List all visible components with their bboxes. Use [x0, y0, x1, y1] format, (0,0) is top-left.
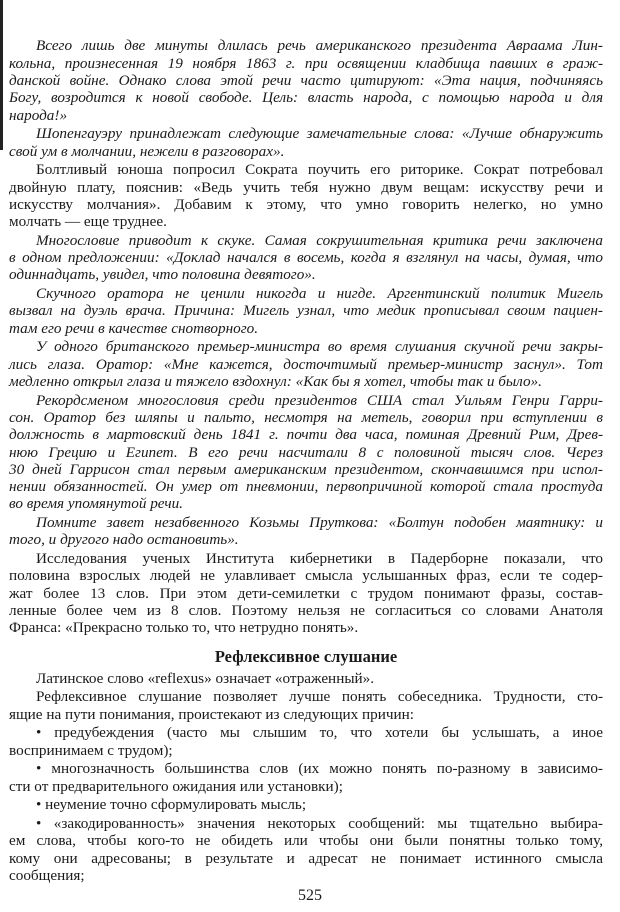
paragraph: [9, 724, 603, 759]
text-line: Рефлексивное слушание позволяет лучше понять собеседника. Трудности, сто-: [36, 688, 603, 706]
text-line: • многозначность большинства слов (их можно понять по-разному в зависимо-: [36, 760, 603, 778]
paragraph: [9, 232, 603, 284]
text-line: кольна, произнесенная 19 ноября 1863 г. при освящении кладбища павших в граж-: [9, 54, 603, 72]
paragraph: [9, 688, 603, 723]
paragraph: [9, 338, 603, 390]
text-line: Скучного оратора не ценили никогда и нигде. Аргентинский политик Мигель: [36, 285, 603, 303]
text-line: вызвал на дуэль врача. Причина: Мигель узнал, что медик прописывал своим пациен-: [9, 302, 603, 320]
paragraph: [9, 125, 603, 160]
text-line: молчать — еще труднее.: [9, 213, 167, 231]
paragraph: [9, 670, 603, 687]
text-line: ящие на пути понимания, проистекают из следующих причин:: [9, 705, 415, 723]
paragraph: [9, 514, 603, 549]
text-line: • предубеждения (часто мы слышим то, что хотели бы услышать, а иное: [36, 724, 603, 742]
text-line: • неумение точно сформулировать мысль;: [36, 796, 307, 814]
text-line: свой ум в молчании, нежели в разговорах».: [9, 142, 285, 160]
text-line: 30 дней Гаррисон стал первым американским президентом, скончавшимся при испол-: [9, 460, 603, 478]
text-line: Помните завет незабвенного Козьмы Пруткова: «Болтун подобен маятнику: и: [36, 514, 603, 532]
paragraph: [9, 796, 603, 813]
scan-edge: [0, 0, 3, 150]
paragraph: [9, 392, 603, 513]
text-line: сти от предварительного ожидания или установки);: [9, 777, 343, 795]
text-line: кому они адресованы; в результате и адресат не понимает истинного смысла: [9, 849, 603, 867]
text-line: У одного британского премьер-министра во время слушания скучной речи закры-: [36, 338, 603, 356]
page-body: [9, 36, 603, 884]
paragraph: [9, 37, 603, 123]
text-line: воспринимаем с трудом);: [9, 741, 173, 759]
text-line: данской войне. Однако слова этой речи часто цитируют: «Эта нация, подчиняясь: [9, 71, 603, 89]
text-line: народа!»: [9, 106, 68, 124]
text-line: жат более 13 слов. При этом дети-семилетки с трудом понимают фразы, состав-: [9, 584, 603, 602]
text-line: медленно открыл глаза и тяжело вздохнул: «Как бы я хотел, чтобы так и было».: [9, 372, 542, 390]
paragraph: [9, 161, 603, 230]
text-line: одиннадцать, увидел, что половина девятого».: [9, 266, 316, 284]
text-line: ленные более чем из 8 слов. Поэтому нельзя не согласиться со словами Анатоля: [9, 602, 603, 620]
text-line: Богу, возродится к новой свободе. Цель: власть народа, с помощью народа и для: [9, 89, 603, 107]
text-line: Шопенгауэру принадлежат следующие замечательные слова: «Лучше обнаружить: [36, 125, 603, 143]
text-line: Рекордсменом многословия среди президентов США стал Уильям Генри Гарри-: [36, 391, 603, 409]
text-line: сон. Оратор без шляпы и пальто, несмотря на метель, говорил при вступлении в: [9, 408, 603, 426]
page-number: 525: [298, 887, 322, 904]
text-line: ем слова, чтобы кого-то не обидеть или чтобы они были понятны только тому,: [9, 832, 603, 850]
paragraph: [9, 285, 603, 337]
text-line: • «закодированность» значения некоторых сообщений: мы тщательно выбира-: [36, 814, 603, 832]
text-line: Франса: «Прекрасно только то, что нетрудно понять».: [9, 619, 359, 637]
text-line: Латинское слово «reflexus» означает «отраженный».: [36, 669, 375, 687]
text-line: должность в мартовский день 1841 г. почти два часа, поминая Древний Рим, Древ-: [9, 426, 603, 444]
text-line: Исследования ученых Института кибернетики в Падерборне показали, что: [36, 550, 603, 568]
text-line: искусству молчания». Добавим к этому, что умно говорить нелегко, но умно: [9, 195, 603, 213]
text-line: половина взрослых людей не улавливает смысла услышанных фраз, если те содер-: [9, 567, 603, 585]
paragraph: [9, 815, 603, 884]
text-line: того, и другого надо остановить».: [9, 531, 239, 549]
text-line: в одном предложении: «Доклад начался в восемь, когда я взглянул на часы, думая, что: [9, 249, 603, 267]
text-line: во время упомянутой речи.: [9, 495, 183, 513]
text-line: нении обязанностей. Он умер от пневмонии, первопричиной которой стала простуда: [9, 478, 603, 496]
text-line: Болтливый юноша попросил Сократа поучить его риторике. Сократ потребовал: [36, 161, 603, 179]
text-line: там его речи в качестве снотворного.: [9, 319, 259, 337]
text-line: двойную плату, пояснив: «Ведь учить тебя нужно двум вещам: искусству речи и: [9, 178, 603, 196]
paragraph: [9, 550, 603, 636]
text-line: Всего лишь две минуты длилась речь американского президента Авраама Лин-: [36, 37, 603, 55]
text-line: лись глаза. Оратор: «Мне кажется, досточтимый премьер-министр заснул». Тот: [9, 355, 603, 373]
text-line: нюю Грецию и Египет. В его речи насчитали 8 с половиной тысяч слов. Через: [9, 443, 603, 461]
text-line: Многословие приводит к скуке. Самая сокрушительная критика речи заключена: [36, 231, 603, 249]
paragraph: [9, 760, 603, 795]
text-line: сообщения;: [9, 866, 85, 884]
section-heading: Рефлексивное слушание: [214, 646, 398, 666]
